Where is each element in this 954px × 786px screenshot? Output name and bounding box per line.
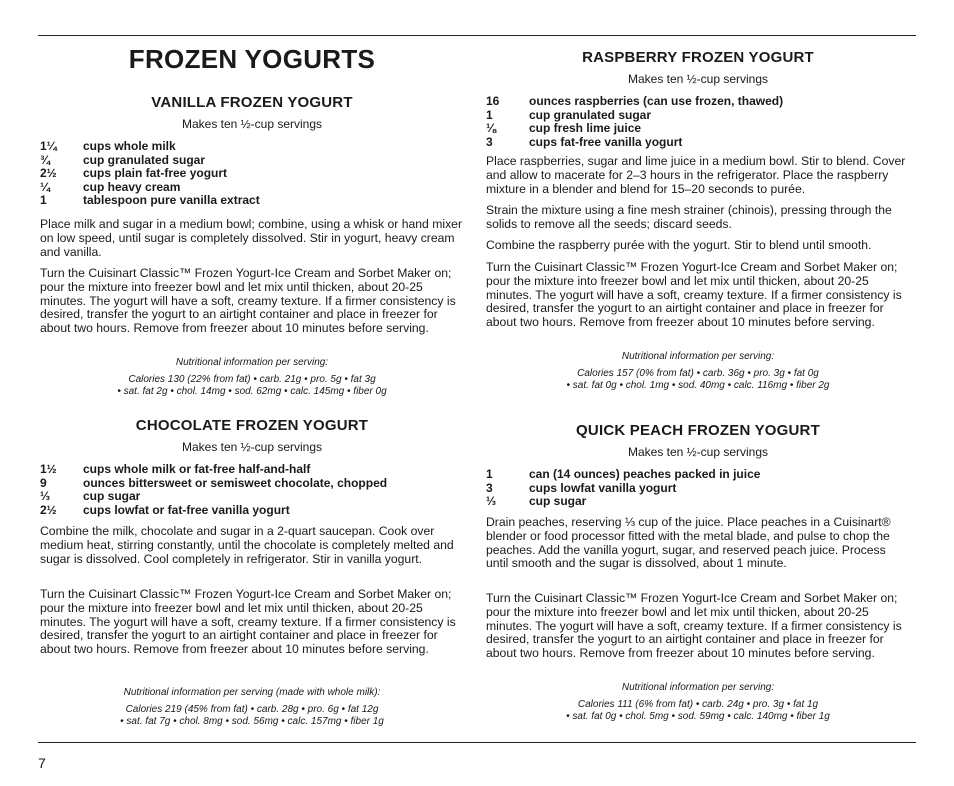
instruction-paragraph: Strain the mixture using a fine mesh strainer (chinois), pressing through the solids to remove all the seeds; discard seeds. [486,203,892,231]
servings: Makes ten ½-cup servings [181,117,323,131]
instruction-paragraph: Turn the Cuisinart Classic™ Frozen Yogurt-Ice Cream and Sorbet Maker on; pour the mixture into freezer bowl and let mix until thicken, about 20-25 minutes. The yogurt will have a soft, creamy texture. If a firmer consistency is desired, transfer the yogurt to an airtight container and place in freezer for about two hours. Remove from freezer about 10 minutes before serving. [486,260,902,330]
instruction-paragraph: Turn the Cuisinart Classic™ Frozen Yogurt-Ice Cream and Sorbet Maker on; pour the mixture into freezer bowl and let mix until thicken, about 20-25 minutes. The yogurt will have a soft, creamy texture. If a firmer consistency is desired, transfer the yogurt to an airtight container and place in freezer for about two hours. Remove from freezer about 10 minutes before serving. [486,591,902,661]
ingredient-qty: 3 [486,480,493,495]
ingredient-qty: ⅓ [486,494,497,509]
recipe-peach [486,422,910,509]
nutrition-line: • sat. fat 7g • chol. 8mg • sod. 56mg • calc. 157mg • fiber 1g [120,716,384,728]
ingredient-qty: 1¼ [40,139,57,153]
ingredient [40,194,464,208]
ingredient-list [40,463,464,517]
recipe-title: RASPBERRY FROZEN YOGURT [582,49,814,66]
nutrition-info [40,357,464,399]
ingredient-qty: ¾ [40,152,51,167]
page-number: 7 [38,755,46,771]
nutrition-info [486,351,910,393]
instruction-paragraph: Combine the milk, chocolate and sugar in a 2-quart saucepan. Cook over medium heat, stirring constantly, until the chocolate is completely melted and sugar is dissolved. Cool completely in refrigerator. Stir in vanilla yogurt. [40,524,454,566]
nutrition-line: Calories 130 (22% from fat) • carb. 21g • pro. 5g • fat 3g [128,373,376,385]
ingredient-item: can (14 ounces) peaches packed in juice [529,467,761,481]
instruction-paragraph: Turn the Cuisinart Classic™ Frozen Yogurt-Ice Cream and Sorbet Maker on; pour the mixture into freezer bowl and let mix until thicken, about 20-25 minutes. The yogurt will have a soft, creamy texture. If a firmer consistency is desired, transfer the yogurt to an airtight container and place in freezer for about two hours. Remove from freezer about 10 minutes before serving. [40,266,456,336]
bottom-rule [38,742,916,743]
nutrition-info [486,682,910,724]
ingredient-item: cup fresh lime juice [529,121,642,136]
nutrition-line: Calories 157 (0% from fat) • carb. 36g • pro. 3g • fat 0g [577,367,819,379]
ingredient [40,490,464,504]
ingredient-item: cup sugar [529,494,587,509]
instruction-paragraph: Place milk and sugar in a medium bowl; combine, using a whisk or hand mixer on low speed, until sugar is completely dissolved. Stir in yogurt, heavy cream and vanilla. [40,217,463,259]
ingredient-item: cup granulated sugar [529,107,652,122]
recipe-title: CHOCOLATE FROZEN YOGURT [135,417,369,434]
servings: Makes ten ½-cup servings [181,440,323,454]
servings: Makes ten ½-cup servings [627,72,769,86]
ingredient-list [40,140,464,208]
ingredient-qty: 1 [486,107,493,122]
nutrition-line: • sat. fat 2g • chol. 14mg • sod. 62mg • calc. 145mg • fiber 0g [117,386,387,398]
ingredient [40,477,464,491]
nutrition-info [40,687,464,729]
nutrition-line: • sat. fat 0g • chol. 1mg • sod. 40mg • calc. 116mg • fiber 2g [566,380,830,392]
ingredient-qty: ⅛ [486,121,497,136]
ingredient-list [486,95,910,149]
ingredient-qty: 1½ [40,462,57,476]
ingredient [486,109,910,123]
instruction-paragraph: Place raspberries, sugar and lime juice in a medium bowl. Stir to blend. Cover and allow to macerate for 2–3 hours in the refrigerator. Place the raspberry mixture in a blender and blend for 15–20 seconds to purée. [486,154,906,196]
ingredient-item: cups plain fat-free yogurt [83,166,228,181]
ingredient-qty: 1 [40,193,47,208]
ingredient [40,167,464,181]
ingredient-item: cups whole milk [83,139,176,153]
nutrition-line: Calories 219 (45% from fat) • carb. 28g • pro. 6g • fat 12g [125,703,379,715]
ingredient [40,140,464,154]
ingredient [40,154,464,168]
nutrition-header: Nutritional information per serving: [175,357,329,368]
ingredient [486,95,910,109]
recipe-title: QUICK PEACH FROZEN YOGURT [576,422,820,439]
ingredient-item: cup sugar [83,489,141,504]
ingredient-qty: 3 [486,134,493,149]
servings: Makes ten ½-cup servings [627,445,769,459]
nutrition-header: Nutritional information per serving (made with whole milk): [123,687,381,698]
recipe-vanilla [40,94,464,208]
ingredient-item: ounces raspberries (can use frozen, thawed) [529,94,784,108]
ingredient [40,181,464,195]
ingredient-qty: 2½ [40,502,57,517]
ingredient [486,136,910,150]
ingredient-qty: 2½ [40,166,57,181]
ingredient-item: cups lowfat vanilla yogurt [529,480,677,495]
ingredient-qty: 9 [40,475,47,490]
ingredient-list [486,468,910,509]
recipe-chocolate [40,417,464,517]
page-title: FROZEN YOGURTS [128,44,376,74]
instruction-paragraph: Turn the Cuisinart Classic™ Frozen Yogurt-Ice Cream and Sorbet Maker on; pour the mixture into freezer bowl and let mix until thicken, about 20-25 minutes. The yogurt will have a soft, creamy texture. If a firmer consistency is desired, transfer the yogurt to an airtight container and place in freezer for about two hours. Remove from freezer about 10 minutes before serving. [40,587,456,657]
ingredient-qty: ⅓ [40,489,51,504]
ingredient-qty: ¼ [40,179,51,194]
instruction-paragraph: Drain peaches, reserving ⅓ cup of the juice. Place peaches in a Cuisinart® blender or food processor fitted with the metal blade, and pulse to chop the peaches. Add the vanilla yogurt, sugar, and reserved peach juice. Process until smooth and the sugar is dissolved, about 1 minute. [486,515,891,571]
ingredient [486,495,910,509]
top-rule [38,35,916,36]
ingredient-qty: 16 [486,94,500,108]
recipe-raspberry [486,49,910,149]
nutrition-header: Nutritional information per serving: [621,351,775,362]
instruction-paragraph: Combine the raspberry purée with the yogurt. Stir to blend until smooth. [486,238,872,252]
ingredient [40,463,464,477]
ingredient-qty: 1 [486,467,493,481]
ingredient [40,504,464,518]
ingredient-item: cups whole milk or fat-free half-and-half [83,462,311,476]
ingredient-item: tablespoon pure vanilla extract [83,193,260,208]
nutrition-line: Calories 111 (6% from fat) • carb. 24g • pro. 3g • fat 1g [577,698,819,710]
nutrition-header: Nutritional information per serving: [621,682,775,693]
recipe-title: VANILLA FROZEN YOGURT [151,94,353,111]
ingredient-item: ounces bittersweet or semisweet chocolate, chopped [83,475,388,490]
ingredient [486,468,910,482]
nutrition-line: • sat. fat 0g • chol. 5mg • sod. 59mg • calc. 140mg • fiber 1g [566,711,830,723]
ingredient-item: cups lowfat or fat-free vanilla yogurt [83,502,290,517]
ingredient-item: cup heavy cream [83,179,181,194]
ingredient-item: cup granulated sugar [83,152,206,167]
ingredient-item: cups fat-free vanilla yogurt [529,134,683,149]
ingredient [486,482,910,496]
ingredient [486,122,910,136]
